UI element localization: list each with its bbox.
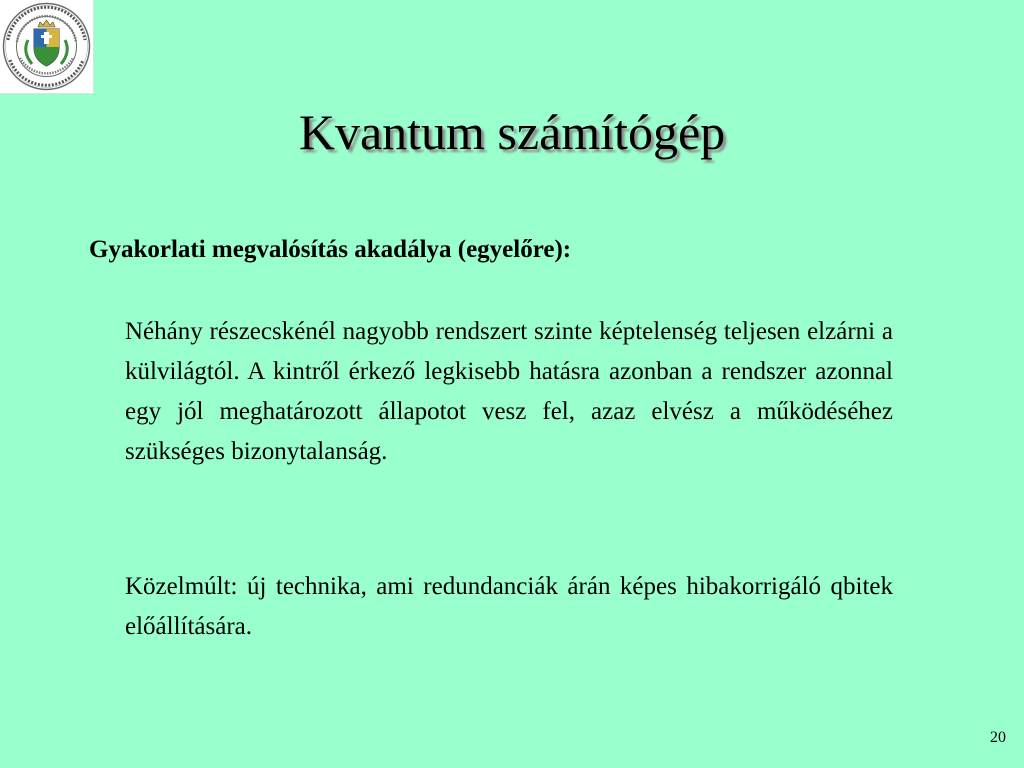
body-paragraph: Néhány részecskénél nagyobb rendszert szinte képtelenség teljesen elzárni a külvilágtól. A kintről érkező legkisebb hatásra azonban a rendszer azonnal egy jól meghatározott állapotot vesz fel, azaz elvész a működéséhez szükséges bizonytalanság. <box>125 318 893 465</box>
page-number: 20 <box>990 729 1006 746</box>
university-seal-logo <box>0 0 94 94</box>
section-heading: Gyakorlati megvalósítás akadálya (egyelőre): <box>89 236 572 263</box>
university-seal-icon <box>0 0 93 93</box>
body-paragraph: Közelmúlt: új technika, ami redundanciák árán képes hibakorrigáló qbitek előállítására. <box>125 573 893 640</box>
slide-title: Kvantum számítógép <box>298 104 726 160</box>
